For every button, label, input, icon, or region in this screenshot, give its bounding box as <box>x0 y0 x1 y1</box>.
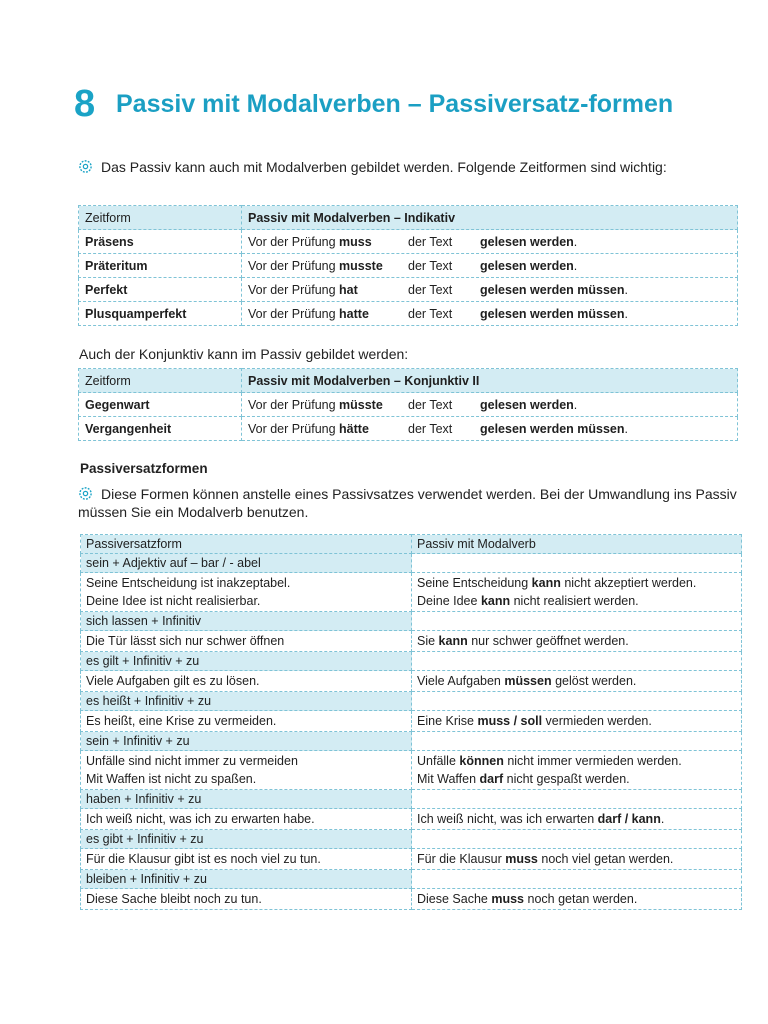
sentence-period: . <box>573 258 578 273</box>
section-intro-text: Diese Formen können anstelle eines Passivsatzes verwendet werden. Bei der Umwandlung ins Passiv müssen Sie ein Modalverb benutzen. <box>78 486 737 520</box>
passive-start: Seine Entscheidung <box>417 576 532 590</box>
modal-verb: muss <box>339 234 372 249</box>
table-row <box>79 417 738 441</box>
example-line: Viele Aufgaben gilt es zu lösen. <box>86 674 260 688</box>
sentence-subject: der Text <box>408 234 453 249</box>
passive-line <box>417 752 736 770</box>
passive-start: Eine Krise <box>417 714 478 728</box>
passive-end: nicht gespaßt werden. <box>503 772 630 786</box>
gear-icon <box>78 486 93 501</box>
modal-verb: müssen <box>504 674 552 688</box>
verb-phrase: gelesen werden <box>480 234 574 249</box>
passive-example <box>412 751 742 790</box>
modal-verb: können <box>459 754 504 768</box>
tense-label: Plusquamperfekt <box>79 302 242 326</box>
sentence-prefix: Vor der Prüfung <box>248 421 340 436</box>
table-header-row <box>81 535 742 554</box>
passive-start: Ich weiß nicht, was ich erwarten <box>417 812 598 826</box>
active-example <box>81 711 412 732</box>
passive-example <box>412 849 742 870</box>
ersatzform-label: es gibt + Infinitiv + zu <box>81 830 412 849</box>
modal-verb: muss / soll <box>477 714 543 728</box>
modal-verb: hat <box>339 282 358 297</box>
intro-text: Das Passiv kann auch mit Modalverben gebildet werden. Folgende Zeitformen sind wichtig: <box>101 159 667 175</box>
verb-phrase: gelesen werden müssen <box>480 421 625 436</box>
header-passiv: Passiv mit Modalverben – Indikativ <box>242 206 738 230</box>
empty-cell <box>412 692 742 711</box>
konjunktiv-intro: Auch der Konjunktiv kann im Passiv gebildet werden: <box>79 346 409 362</box>
example-row <box>81 671 742 692</box>
passive-line <box>417 770 736 788</box>
passive-line <box>417 890 736 908</box>
form-row <box>81 732 742 751</box>
passive-end: nicht akzeptiert werden. <box>560 576 697 590</box>
example-row <box>81 711 742 732</box>
form-row <box>81 652 742 671</box>
sentence-period: . <box>573 234 578 249</box>
sentence-subject: der Text <box>408 258 453 273</box>
tense-label: Vergangenheit <box>79 417 242 441</box>
table-row <box>79 393 738 417</box>
verb-phrase: gelesen werden müssen <box>480 282 625 297</box>
example-row <box>81 889 742 910</box>
sentence-period: . <box>573 397 578 412</box>
modal-verb: kann <box>438 634 468 648</box>
gear-icon <box>78 159 93 174</box>
header-zeitform: Zeitform <box>79 369 242 393</box>
passive-end: nicht realisiert werden. <box>510 594 639 608</box>
passive-example <box>412 573 742 612</box>
passive-end: noch viel getan werden. <box>537 852 674 866</box>
modal-verb: darf / kann <box>597 812 661 826</box>
header-passiv: Passiv mit Modalverben – Konjunktiv II <box>242 369 738 393</box>
example-row <box>81 751 742 790</box>
table-header-row <box>79 206 738 230</box>
sentence-subject: der Text <box>408 282 453 297</box>
passive-example <box>412 809 742 830</box>
tense-label: Gegenwart <box>79 393 242 417</box>
example-row <box>81 631 742 652</box>
passive-start: Viele Aufgaben <box>417 674 505 688</box>
modal-verb: hätte <box>339 421 369 436</box>
passive-end: nicht immer vermieden werden. <box>503 754 682 768</box>
active-example <box>81 573 412 612</box>
active-example <box>81 809 412 830</box>
sentence-start <box>248 283 408 297</box>
passive-end: . <box>660 812 665 826</box>
active-example <box>81 671 412 692</box>
konjunktiv-table <box>78 368 738 441</box>
modal-verb: müsste <box>339 397 383 412</box>
passive-end: vermieden werden. <box>542 714 652 728</box>
ersatzform-label: haben + Infinitiv + zu <box>81 790 412 809</box>
passive-start: Unfälle <box>417 754 460 768</box>
active-example <box>81 889 412 910</box>
sentence-start <box>248 235 408 249</box>
sentence-start <box>248 259 408 273</box>
ersatzform-table <box>80 534 742 910</box>
passive-line <box>417 672 736 690</box>
ersatzform-label: sein + Infinitiv + zu <box>81 732 412 751</box>
ersatzform-label: es heißt + Infinitiv + zu <box>81 692 412 711</box>
chapter-title: Passiv mit Modalverben – Passiversatz-formen <box>116 90 674 118</box>
ersatzform-label: sich lassen + Infinitiv <box>81 612 412 631</box>
example-line: Für die Klausur gibt ist es noch viel zu tun. <box>86 852 321 866</box>
example-sentence <box>242 417 738 441</box>
intro-paragraph <box>78 158 718 176</box>
example-line: Es heißt, eine Krise zu vermeiden. <box>86 714 277 728</box>
passive-line <box>417 712 736 730</box>
active-example <box>81 631 412 652</box>
example-line: Die Tür lässt sich nur schwer öffnen <box>86 634 285 648</box>
passive-example <box>412 671 742 692</box>
example-sentence <box>242 230 738 254</box>
empty-cell <box>412 790 742 809</box>
section-intro-paragraph <box>78 485 738 521</box>
example-line: Unfälle sind nicht immer zu vermeiden <box>86 754 298 768</box>
table-header-row <box>79 369 738 393</box>
ersatzform-label: bleiben + Infinitiv + zu <box>81 870 412 889</box>
table-row <box>79 302 738 326</box>
verb-phrase: gelesen werden müssen <box>480 306 625 321</box>
passive-line <box>417 850 736 868</box>
sentence-subject: der Text <box>408 397 453 412</box>
ersatzform-label: sein + Adjektiv auf – bar / - abel <box>81 554 412 573</box>
ersatzform-label: es gilt + Infinitiv + zu <box>81 652 412 671</box>
active-example <box>81 751 412 790</box>
empty-cell <box>412 870 742 889</box>
modal-verb: muss <box>491 892 525 906</box>
passive-line <box>417 592 736 610</box>
sentence-prefix: Vor der Prüfung <box>248 397 340 412</box>
indicative-table <box>78 205 738 326</box>
chapter-number: 8 <box>74 83 96 125</box>
example-sentence <box>242 278 738 302</box>
form-row <box>81 554 742 573</box>
passive-example <box>412 889 742 910</box>
passive-line <box>417 632 736 650</box>
empty-cell <box>412 612 742 631</box>
passive-start: Diese Sache <box>417 892 492 906</box>
tense-label: Präsens <box>79 230 242 254</box>
passive-start: Für die Klausur <box>417 852 506 866</box>
sentence-period: . <box>624 306 628 321</box>
passive-end: nur schwer geöffnet werden. <box>467 634 629 648</box>
sentence-prefix: Vor der Prüfung <box>248 282 340 297</box>
form-row <box>81 612 742 631</box>
modal-verb: kann <box>531 576 561 590</box>
modal-verb: muss <box>505 852 538 866</box>
empty-cell <box>412 732 742 751</box>
passive-example <box>412 711 742 732</box>
modal-verb: musste <box>339 258 383 273</box>
empty-cell <box>412 554 742 573</box>
tense-label: Präteritum <box>79 254 242 278</box>
tense-label: Perfekt <box>79 278 242 302</box>
example-sentence <box>242 302 738 326</box>
example-line: Mit Waffen ist nicht zu spaßen. <box>86 772 257 786</box>
modal-verb: hatte <box>339 306 369 321</box>
passive-line <box>417 574 736 592</box>
active-example <box>81 849 412 870</box>
example-sentence <box>242 254 738 278</box>
example-sentence <box>242 393 738 417</box>
passive-start: Mit Waffen <box>417 772 480 786</box>
header-zeitform: Zeitform <box>79 206 242 230</box>
modal-verb: darf <box>479 772 504 786</box>
form-row <box>81 830 742 849</box>
empty-cell <box>412 830 742 849</box>
form-row <box>81 692 742 711</box>
sentence-period: . <box>624 421 628 436</box>
example-line: Diese Sache bleibt noch zu tun. <box>86 892 262 906</box>
section-title: Passiversatzformen <box>80 461 208 476</box>
verb-phrase: gelesen werden <box>480 258 574 273</box>
passive-line <box>417 810 736 828</box>
form-row <box>81 870 742 889</box>
table-row <box>79 278 738 302</box>
passive-end: gelöst werden. <box>551 674 637 688</box>
empty-cell <box>412 652 742 671</box>
header-passiv-modalverb: Passiv mit Modalverb <box>412 535 742 554</box>
passive-start: Deine Idee <box>417 594 481 608</box>
header-ersatzform: Passiversatzform <box>81 535 412 554</box>
passive-start: Sie <box>417 634 439 648</box>
form-row <box>81 790 742 809</box>
example-line: Seine Entscheidung ist inakzeptabel. <box>86 576 291 590</box>
verb-phrase: gelesen werden <box>480 397 574 412</box>
sentence-subject: der Text <box>408 421 453 436</box>
sentence-period: . <box>624 282 628 297</box>
sentence-prefix: Vor der Prüfung <box>248 258 340 273</box>
example-row <box>81 849 742 870</box>
example-line: Deine Idee ist nicht realisierbar. <box>86 594 261 608</box>
sentence-prefix: Vor der Prüfung <box>248 234 340 249</box>
sentence-prefix: Vor der Prüfung <box>248 306 340 321</box>
modal-verb: kann <box>480 594 511 608</box>
table-row <box>79 230 738 254</box>
table-row <box>79 254 738 278</box>
passive-end: noch getan werden. <box>524 892 638 906</box>
sentence-start <box>248 422 408 436</box>
passive-example <box>412 631 742 652</box>
sentence-start <box>248 307 408 321</box>
example-line: Ich weiß nicht, was ich zu erwarten habe. <box>86 812 315 826</box>
example-row <box>81 573 742 612</box>
example-row <box>81 809 742 830</box>
sentence-start <box>248 398 408 412</box>
sentence-subject: der Text <box>408 306 453 321</box>
